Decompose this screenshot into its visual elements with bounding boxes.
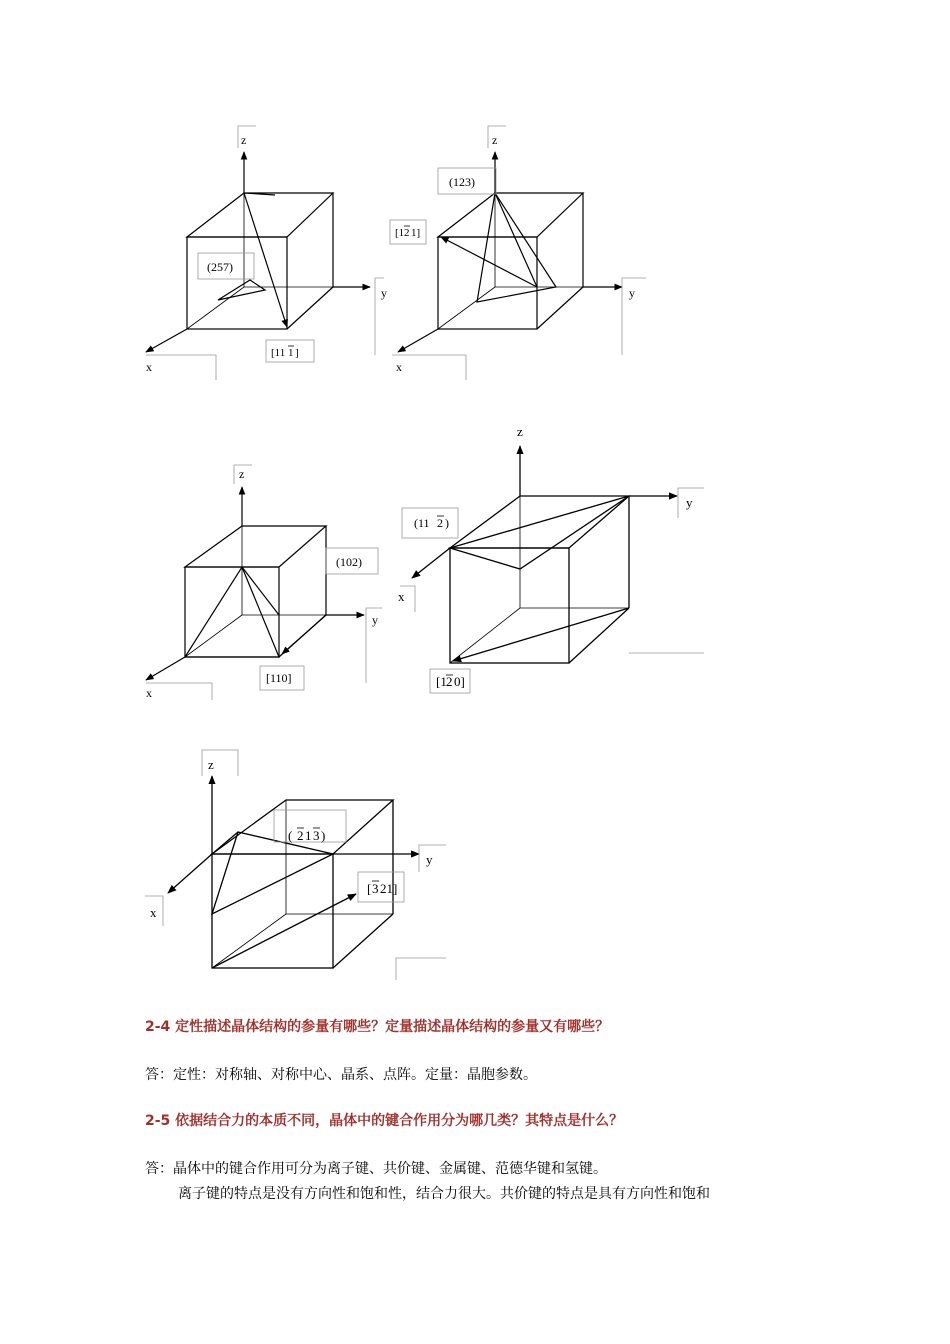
- plane-label-102: (102): [336, 555, 362, 569]
- svg-text:1: 1: [305, 828, 312, 843]
- axis-label-z: z: [239, 467, 245, 481]
- answer-2-4: 答：定性：对称轴、对称中心、晶系、点阵。定量：晶胞参数。: [145, 1067, 537, 1083]
- svg-text:2: 2: [297, 828, 304, 843]
- axis-label-y: y: [686, 495, 693, 510]
- svg-text:(: (: [288, 828, 293, 843]
- axis-label-x: x: [146, 360, 152, 374]
- figure-102-plane: [146, 465, 382, 700]
- axis-label-y: y: [372, 613, 378, 627]
- figure-257-plane: [146, 126, 384, 380]
- figure-11-2bar-plane: [400, 446, 704, 693]
- axis-label-x: x: [398, 589, 405, 604]
- svg-text:(11: (11: [414, 516, 430, 530]
- axis-label-z: z: [241, 133, 247, 147]
- svg-text:[11: [11: [271, 347, 286, 359]
- svg-text:3: 3: [313, 828, 320, 843]
- axis-label-x: x: [146, 686, 152, 700]
- figure-2bar1-3bar-plane: [145, 750, 446, 980]
- direction-label-3bar21: [367, 881, 397, 896]
- direction-label-1-2bar-0: [436, 674, 465, 689]
- svg-text:1: 1: [288, 347, 294, 359]
- axis-label-x: x: [150, 905, 157, 920]
- axis-label-y: y: [381, 286, 387, 300]
- plane-label-11-2bar: [414, 516, 449, 530]
- svg-text:): ): [445, 516, 449, 530]
- svg-text:]: ]: [295, 347, 299, 359]
- svg-text:[1: [1: [395, 227, 405, 239]
- svg-text:2: 2: [404, 227, 410, 239]
- answer-2-5-line-2: 离子键的特点是没有方向性和饱和性，结合力很大。共价键的特点是具有方向性和饱和: [178, 1186, 710, 1202]
- svg-text:): ): [321, 828, 326, 843]
- figure-123-plane: [390, 126, 646, 380]
- svg-text:1]: 1]: [411, 227, 421, 239]
- axis-label-z: z: [492, 133, 498, 147]
- question-heading-2-4: 2-4 定性描述晶体结构的参量有哪些？定量描述晶体结构的参量又有哪些？: [145, 1019, 610, 1035]
- plane-label-123: (123): [449, 175, 475, 189]
- answer-2-5-line-1: 答：晶体中的键合作用可分为离子键、共价键、金属键、范德华键和氢键。: [145, 1161, 607, 1177]
- plane-label-257: (257): [207, 260, 233, 274]
- direction-label-110: [110]: [266, 671, 292, 685]
- svg-text:21]: 21]: [380, 881, 398, 896]
- axis-label-z: z: [517, 424, 523, 439]
- svg-text:0]: 0]: [454, 674, 465, 689]
- direction-label-1-2bar-1: [395, 226, 420, 239]
- direction-label-11-1bar: [271, 346, 299, 359]
- svg-text:2: 2: [446, 674, 453, 689]
- axis-label-y: y: [426, 852, 433, 867]
- axis-label-y: y: [629, 286, 635, 300]
- svg-text:2: 2: [437, 516, 443, 530]
- svg-text:[1: [1: [436, 674, 447, 689]
- axis-label-x: x: [396, 360, 402, 374]
- svg-text:[: [: [367, 881, 372, 896]
- axis-label-z: z: [208, 757, 214, 772]
- svg-text:3: 3: [372, 881, 379, 896]
- question-heading-2-5: 2-5 依据结合力的本质不同，晶体中的键合作用分为哪几类？其特点是什么？: [145, 1113, 624, 1129]
- plane-label-2bar1-3bar: [288, 828, 325, 843]
